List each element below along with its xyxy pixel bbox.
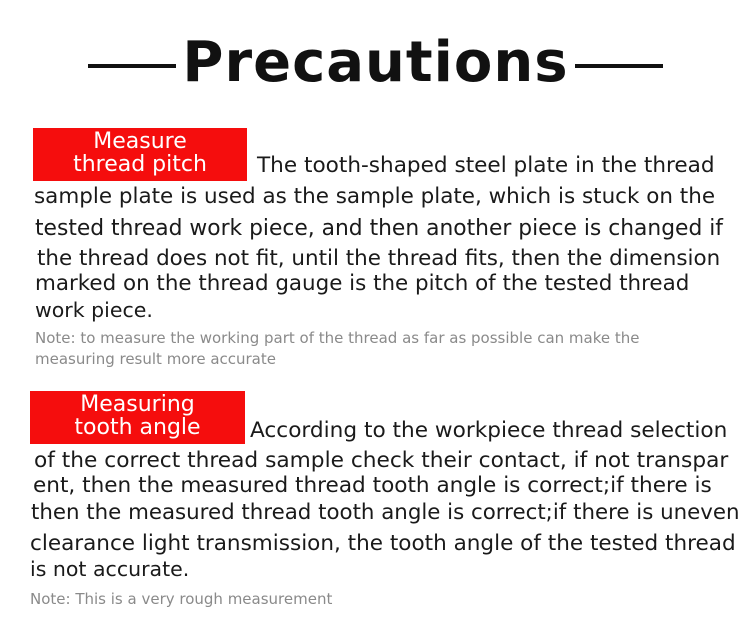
title-rule-right (575, 64, 663, 68)
tag-measuring-tooth-angle (30, 391, 245, 444)
paragraph-line: According to the workpiece thread selection (250, 418, 728, 443)
note-line: measuring result more accurate (35, 350, 276, 368)
paragraph-line: tested thread work piece, and then another piece is changed if (35, 216, 723, 241)
paragraph-line: clearance light transmission, the tooth angle of the tested thread (30, 531, 736, 556)
page-title: Precautions (182, 30, 569, 95)
note-line: Note: This is a very rough measurement (30, 590, 333, 608)
tag-line: Measure (93, 129, 187, 154)
paragraph-line: is not accurate. (30, 557, 190, 581)
note-line: Note: to measure the working part of the thread as far as possible can make the (35, 329, 640, 347)
paragraph-line: the thread does not fit, until the thread fits, then the dimension (37, 246, 721, 271)
tag-measure-thread-pitch (33, 128, 247, 181)
paragraph-line: work piece. (35, 298, 153, 322)
paragraph-line: of the correct thread sample check their contact, if not transpar (34, 448, 729, 473)
title-rule-left (88, 64, 176, 68)
paragraph-line: ent, then the measured thread tooth angle is correct;if there is (33, 473, 712, 498)
paragraph-line: sample plate is used as the sample plate, which is stuck on the (34, 184, 716, 209)
paragraph-line: then the measured thread tooth angle is correct;if there is uneven (31, 500, 740, 525)
tag-line: thread pitch (73, 152, 207, 177)
tag-line: tooth angle (74, 415, 201, 440)
title-block (0, 28, 750, 98)
paragraph-line: marked on the thread gauge is the pitch of the tested thread (35, 271, 690, 296)
paragraph-line: The tooth-shaped steel plate in the thread (257, 153, 715, 178)
tag-line: Measuring (80, 392, 195, 417)
